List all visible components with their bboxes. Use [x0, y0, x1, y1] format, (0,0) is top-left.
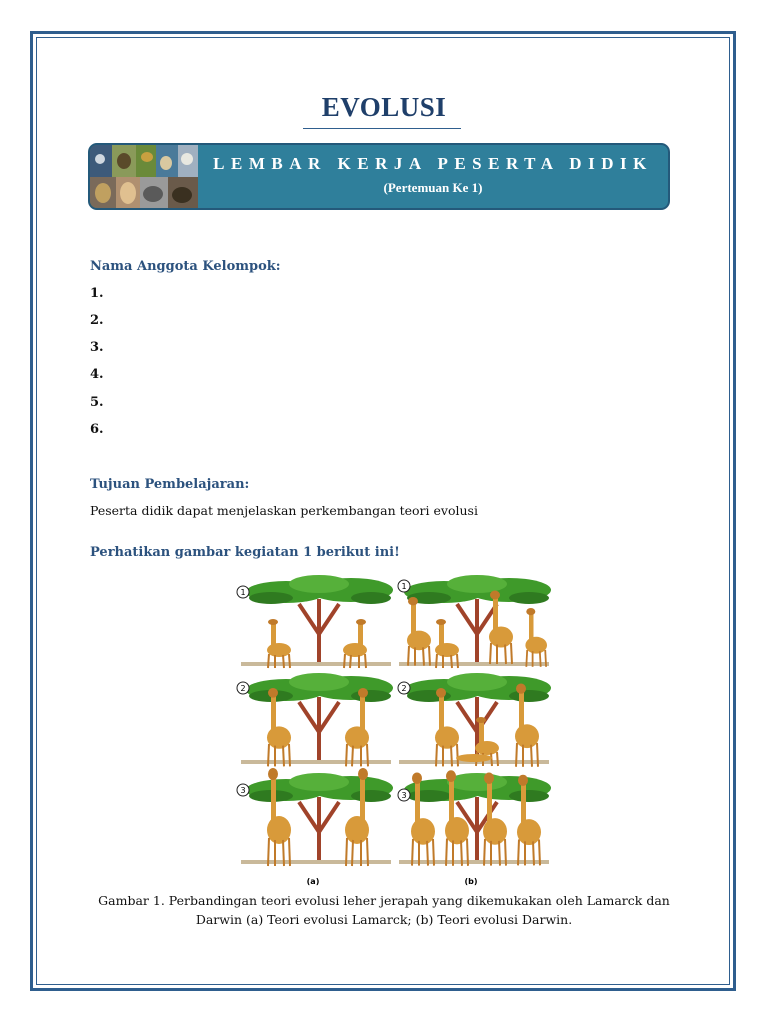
svg-text:3: 3 [401, 791, 407, 800]
caption-line: Gambar 1. Perbandingan teori evolusi leher jerapah yang dikemukakan oleh Lamarck dan [98, 893, 670, 908]
banner-title: LEMBAR KERJA PESERTA DIDIK [213, 154, 653, 173]
title-underline [303, 128, 461, 129]
member-number: 3. [90, 340, 104, 355]
row-label-a3 [237, 784, 249, 796]
figure-caption [80, 891, 688, 929]
caption-line: Darwin (a) Teori evolusi Lamarck; (b) Teori evolusi Darwin. [195, 912, 573, 927]
panel-a2 [241, 673, 393, 766]
row-label-b1 [398, 580, 410, 592]
member-number: 5. [90, 395, 104, 410]
row-label-a2 [237, 682, 249, 694]
svg-text:1: 1 [401, 582, 407, 591]
animal-collage-image [90, 145, 198, 208]
panel-b2 [399, 673, 551, 767]
panel-a3 [241, 768, 393, 866]
worksheet-banner [88, 143, 670, 210]
objective-text: Peserta didik dapat menjelaskan perkembangan teori evolusi [90, 503, 478, 518]
row-label-a1 [237, 586, 249, 598]
objective-heading: Tujuan Pembelajaran: [90, 477, 250, 492]
activity-heading: Perhatikan gambar kegiatan 1 berikut ini! [90, 545, 400, 560]
giraffe-evolution-figure [235, 570, 553, 888]
member-number: 2. [90, 313, 104, 328]
svg-text:2: 2 [401, 684, 407, 693]
panel-a1 [241, 575, 393, 668]
members-heading: Nama Anggota Kelompok: [90, 259, 281, 274]
member-number: 1. [90, 286, 104, 301]
row-label-b2 [398, 682, 410, 694]
panel-b3 [399, 770, 551, 866]
row-label-b3 [398, 789, 410, 801]
column-label-b: (b) [464, 877, 478, 886]
svg-text:2: 2 [240, 684, 246, 693]
banner-subtitle: (Pertemuan Ke 1) [383, 180, 483, 195]
column-label-a: (a) [306, 877, 320, 886]
panel-b1 [399, 575, 551, 668]
member-number: 6. [90, 422, 104, 437]
page-title: EVOLUSI [321, 92, 447, 122]
svg-text:1: 1 [240, 588, 246, 597]
svg-text:3: 3 [240, 786, 246, 795]
member-number: 4. [90, 367, 104, 382]
